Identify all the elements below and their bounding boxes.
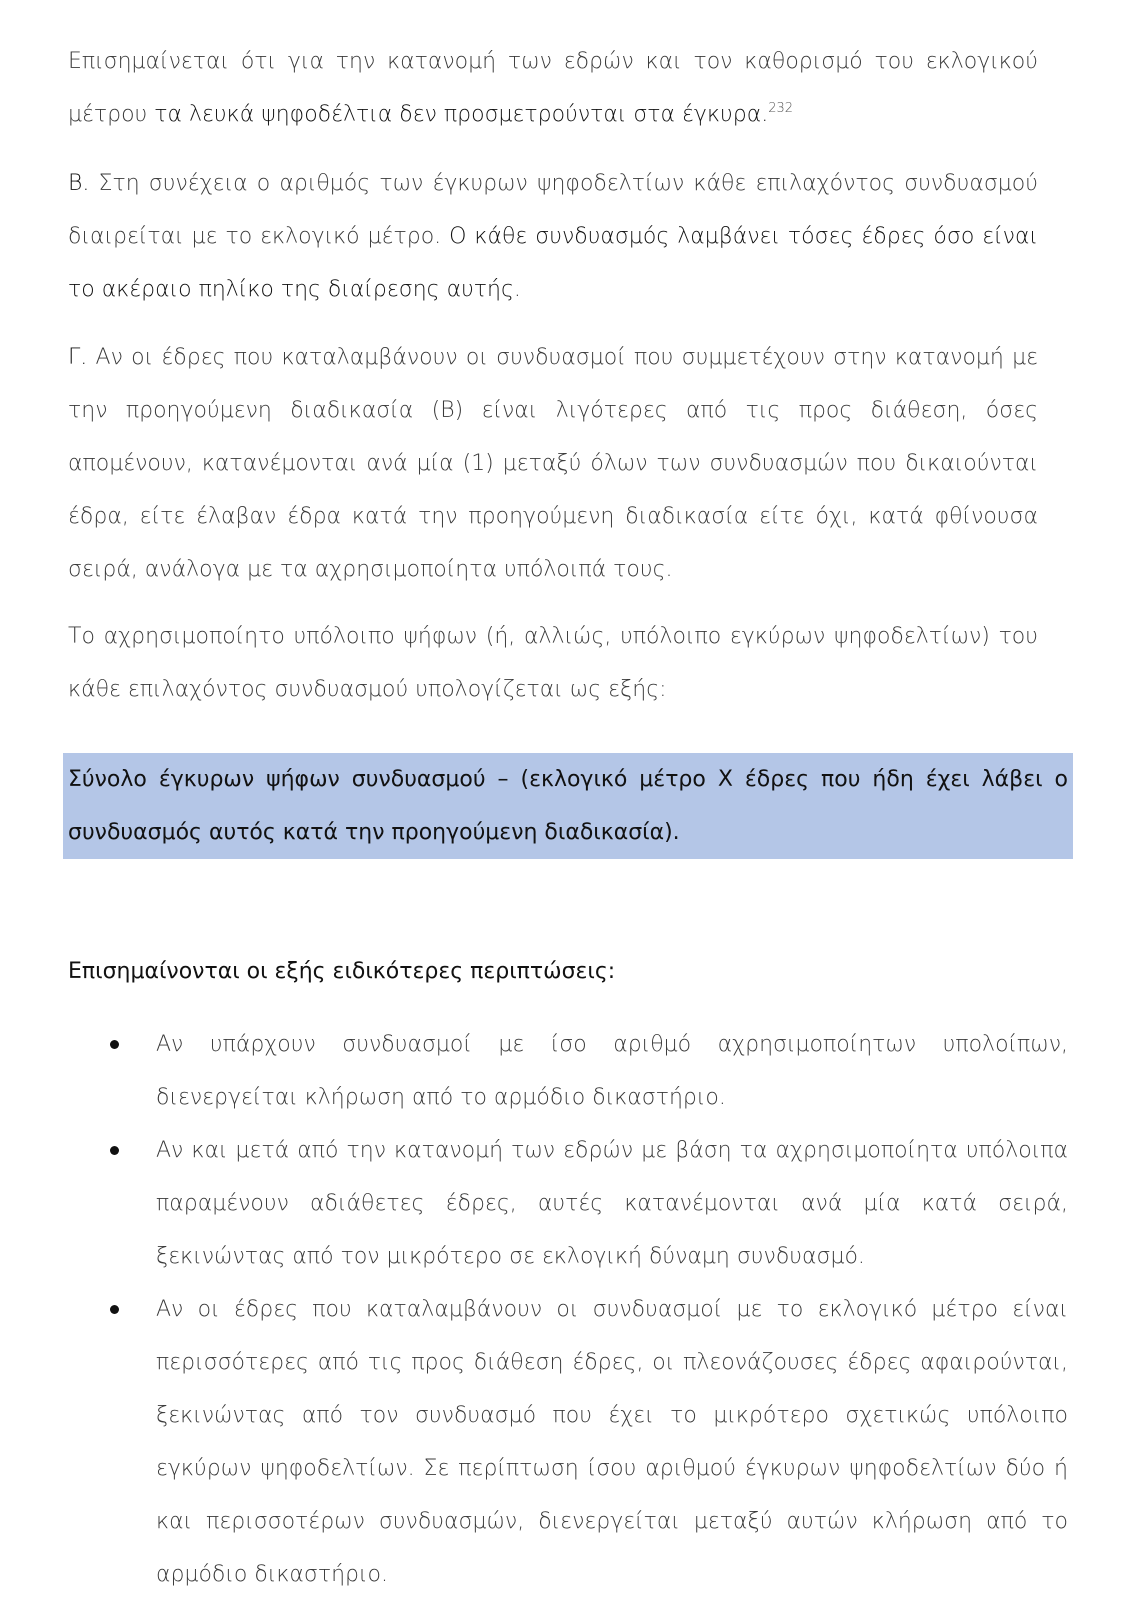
list-item xyxy=(68,1283,1068,1601)
paragraph-blank-ballots xyxy=(68,35,1038,141)
emphasis-text: τα λευκά ψηφοδέλτια δεν προσμετρούνται στα έγκυρα. xyxy=(154,102,769,127)
step-label: Γ. xyxy=(68,345,88,370)
paragraph-text: Επισημαίνεται ότι για την κατανομή των εδρών και τον καθορισμό του εκλογικού μέτρου xyxy=(68,49,1038,127)
emphasis-text: Ο κάθε συνδυασμός λαμβάνει τόσες έδρες όσο είναι το ακέραιο πηλίκο της διαίρεσης αυτής xyxy=(68,224,1038,302)
paragraph-end: . xyxy=(513,277,521,302)
list-item xyxy=(68,1124,1068,1283)
paragraph-remainder-intro xyxy=(68,610,1038,716)
bullet-icon xyxy=(110,1146,119,1155)
paragraph-step-c xyxy=(68,331,1038,596)
paragraph-text: Αν οι έδρες που καταλαμβάνουν οι συνδυασμοί που συμμετέχουν στην κατανομή με την προηγούμενη διαδικασία (Β) είναι λιγότερες από τις προς διάθεση, όσες απομένουν, κατανέμονται ανά μία (1) μεταξύ όλων των συνδυασμών που δικαιούνται έδρα, είτε έλαβαν έδρα κατά την προηγούμενη διαδικασία είτε όχι, κατά φθίνουσα σειρά, ανάλογα με τα αχρησιμοποίητα υπόλοιπά τους. xyxy=(68,345,1038,582)
cases-list xyxy=(68,1018,1068,1601)
paragraph-step-b xyxy=(68,157,1038,316)
bullet-icon xyxy=(110,1305,119,1314)
bullet-icon xyxy=(110,1040,119,1049)
list-item-text: Αν οι έδρες που καταλαμβάνουν οι συνδυασμοί με το εκλογικό μέτρο είναι περισσότερες από τις προς διάθεση έδρες, οι πλεονάζουσες έδρες αφαιρούνται, ξεκινώντας από τον συνδυασμό που έχει το μικρότερο σχετικώς υπόλοιπο εγκύρων ψηφοδελτίων. Σε περίπτωση ίσου αριθμού έγκυρων ψηφοδελτίων δύο ή και περισσοτέρων συνδυασμών, διενεργείται μεταξύ αυτών κλήρωση από το αρμόδιο δικαστήριο. xyxy=(156,1297,1068,1587)
step-label: Β. xyxy=(68,171,90,196)
footnote-ref[interactable]: 232 xyxy=(768,101,794,116)
list-item-text: Αν υπάρχουν συνδυασμοί με ίσο αριθμό αχρησιμοποίητων υπολοίπων, διενεργείται κλήρωση από το αρμόδιο δικαστήριο. xyxy=(156,1032,1068,1110)
cases-heading: Επισημαίνονται οι εξής ειδικότερες περιπτώσεις: xyxy=(68,959,616,984)
paragraph-text: Το αχρησιμοποίητο υπόλοιπο ψήφων (ή, αλλιώς, υπόλοιπο εγκύρων ψηφοδελτίων) του κάθε επιλαχόντος συνδυασμού υπολογίζεται ως εξής: xyxy=(68,624,1038,702)
paragraph-text: Στη συνέχεια ο αριθμός των έγκυρων ψηφοδελτίων κάθε επιλαχόντος συνδυασμού διαιρείται με το εκλογικό μέτρο. xyxy=(68,171,1038,249)
list-item xyxy=(68,1018,1068,1124)
formula-text: Σύνολο έγκυρων ψήφων συνδυασμού – (εκλογικό μέτρο Χ έδρες που ήδη έχει λάβει ο συνδυασμός αυτός κατά την προηγούμενη διαδικασία). xyxy=(68,767,1068,845)
list-item-text: Αν και μετά από την κατανομή των εδρών με βάση τα αχρησιμοποίητα υπόλοιπα παραμένουν αδιάθετες έδρες, αυτές κατανέμονται ανά μία κατά σειρά, ξεκινώντας από τον μικρότερο σε εκλογική δύναμη συνδυασμό. xyxy=(156,1138,1068,1269)
